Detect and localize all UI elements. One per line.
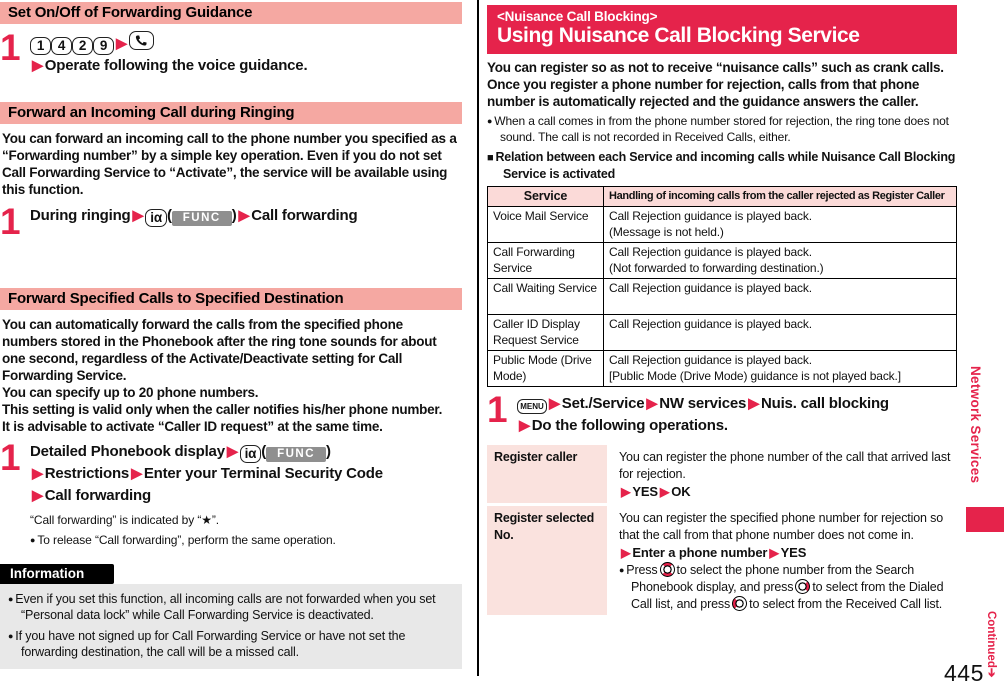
- paragraph: Once you register a phone number for rejection, calls from that phone number is automatically rejected and the guidance answers the caller.: [487, 77, 920, 109]
- sidebar-section-label-network-services: Network Services: [968, 366, 983, 484]
- paragraph: You can automatically forward the calls from the specified phone numbers stored in the Phonebook after the ring tone sounds for about one second, regardless of the Activate/Deactivate setting for Call Forwarding Service.: [2, 317, 437, 383]
- step-text: During ringing: [30, 207, 131, 224]
- note-text: Even if you set this function, all incoming calls are not forwarded when you set “Personal data lock” while Call Forwarding Service is deactivated.: [15, 592, 436, 622]
- bullet-icon: ●: [30, 535, 36, 545]
- table-row: [488, 351, 957, 387]
- key-4: 4: [51, 37, 72, 55]
- step-forward-during-ringing: [0, 201, 462, 242]
- table-row-register-caller: [487, 445, 957, 503]
- operation-label: Register caller: [487, 445, 607, 503]
- key-1: 1: [30, 37, 51, 55]
- step-text: Call forwarding: [251, 207, 358, 224]
- left-key-icon: [732, 596, 747, 611]
- section3-body: [0, 316, 462, 435]
- cell-handling: Call Rejection guidance is played back.: [604, 315, 957, 351]
- arrow-icon: ▶: [769, 546, 779, 560]
- table-row: [488, 315, 957, 351]
- relation-heading: [487, 149, 957, 182]
- square-bullet-icon: ■: [487, 152, 494, 164]
- arrow-icon: ▶: [621, 546, 631, 560]
- sidebar-red-tab: [966, 507, 1004, 532]
- step-number: 1: [0, 27, 19, 68]
- note-text: Press: [626, 563, 658, 577]
- cell-handling: Call Rejection guidance is played back.: [604, 279, 957, 315]
- continued-marker: [984, 611, 998, 678]
- paren: ): [231, 207, 237, 224]
- arrow-icon: ▶: [519, 418, 530, 434]
- arrow-icon: ▶: [226, 444, 238, 460]
- arrow-icon: ▶: [32, 466, 43, 482]
- paren: (: [261, 443, 267, 460]
- paragraph: It is advisable to activate “Caller ID request” at the same time.: [2, 419, 383, 434]
- section2-body: You can forward an incoming call to the phone number you specified as a “Forwarding number” by a simple key operation. Even if you do not set Call Forwarding Service to “Activate”, the service will be available using this function.: [2, 131, 457, 197]
- up-down-key-icon: [660, 562, 675, 577]
- i-alpha-key-icon: iα: [145, 209, 167, 227]
- step-forward-specified: [0, 437, 462, 507]
- paragraph: You can specify up to 20 phone numbers.: [2, 385, 259, 400]
- cell-service: Public Mode (Drive Mode): [488, 351, 604, 387]
- bullet-icon: ●: [487, 116, 493, 126]
- step-text: Enter your Terminal Security Code: [143, 465, 383, 482]
- service-handling-table: [487, 186, 957, 387]
- operation-label: Register selected No.: [487, 506, 607, 615]
- page-title: Using Nuisance Call Blocking Service: [497, 24, 860, 47]
- continued-text: Continued: [985, 611, 997, 668]
- right-column: [487, 5, 957, 618]
- table-row-register-selected-no: [487, 506, 957, 615]
- note-text: If you have not signed up for Call Forwarding Service or have not set the forwarding destination, the call will be a missed call.: [15, 629, 406, 659]
- cell-handling: Call Rejection guidance is played back. (Message is not held.): [604, 207, 957, 243]
- key-9: 9: [93, 37, 114, 55]
- note-text: When a call comes in from the phone number stored for rejection, the ring tone does not sound. The call is not recorded in Received Calls, either.: [494, 114, 949, 144]
- intro-bullet: [487, 113, 957, 145]
- right-key-icon: [795, 579, 810, 594]
- table-row: [488, 207, 957, 243]
- step-instruction: [30, 55, 307, 77]
- table-row: [488, 279, 957, 315]
- feature-tag: <Nuisance Call Blocking>: [497, 9, 658, 24]
- operations-table: [487, 445, 957, 615]
- intro-paragraph: [487, 59, 957, 110]
- bullet-icon: ●: [619, 565, 625, 575]
- action-text: Enter a phone number: [632, 545, 768, 560]
- paren: ): [326, 443, 331, 460]
- arrow-icon: ▶: [131, 466, 142, 482]
- step-text: Do the following operations.: [531, 417, 728, 434]
- note-text: To release “Call forwarding”, perform the same operation.: [37, 533, 336, 547]
- information-bullet: [8, 628, 454, 660]
- description-text: You can register the phone number of the call that arrived last for rejection.: [619, 450, 951, 481]
- step-text: Operate following the voice guidance.: [44, 57, 308, 74]
- operation-description: [607, 506, 957, 615]
- column-header-handling: Handling of incoming calls from the caller rejected as Register Caller: [604, 187, 957, 207]
- step-number: 1: [487, 389, 506, 430]
- paragraph: You can register so as not to receive “nuisance calls” such as crank calls.: [487, 60, 944, 75]
- func-softkey: FUNC: [172, 211, 232, 226]
- arrow-icon: ▶: [659, 485, 670, 499]
- note-text: to select from the Received Call list.: [749, 597, 943, 611]
- step-set-onoff: [0, 27, 462, 77]
- action-sequence: [619, 483, 957, 501]
- bullet-icon: ●: [8, 631, 14, 641]
- note-text: to select the phone number from the Search Phonebook display, and press: [631, 563, 915, 594]
- table-header-row: [488, 187, 957, 207]
- step-text: Nuis. call blocking: [760, 395, 889, 412]
- step-text: Detailed Phonebook display: [30, 443, 225, 460]
- table-row: [488, 243, 957, 279]
- arrow-icon: ▶: [32, 58, 43, 74]
- column-header-service: Service: [488, 187, 604, 207]
- left-column: [0, 2, 462, 669]
- arrow-icon: ▶: [621, 485, 631, 499]
- arrow-icon: ▶: [32, 488, 43, 504]
- description-text: You can register the specified phone number for rejection so that the call from that phone number does not come in.: [619, 511, 944, 542]
- paragraph: This setting is valid only when the caller notifies his/her phone number.: [2, 402, 443, 417]
- key-sequence: [30, 31, 307, 55]
- paren: (: [166, 207, 172, 224]
- step-text: Call forwarding: [44, 487, 151, 504]
- arrow-icon: ▶: [132, 208, 144, 224]
- cell-service: Caller ID Display Request Service: [488, 315, 604, 351]
- information-box: [0, 564, 462, 669]
- step-number: 1: [0, 201, 19, 242]
- section-header-forward-during-ringing: Forward an Incoming Call during Ringing: [0, 102, 462, 124]
- action-text: YES: [632, 484, 658, 499]
- information-bullet: [8, 591, 454, 623]
- cell-handling: Call Rejection guidance is played back. [Public Mode (Drive Mode) guidance is not played back.]: [604, 351, 957, 387]
- arrow-icon: ▶: [238, 208, 250, 224]
- continued-arrow-icon: ➔: [985, 667, 997, 678]
- cell-service: Call Waiting Service: [488, 279, 604, 315]
- action-sequence: [619, 544, 957, 562]
- arrow-icon: ▶: [116, 36, 127, 52]
- page-number: 445: [944, 660, 984, 686]
- page-title-banner: [487, 5, 957, 54]
- i-alpha-key-icon: iα: [240, 445, 262, 463]
- bullet-icon: ●: [8, 594, 14, 604]
- arrow-icon: ▶: [748, 396, 759, 412]
- action-text: OK: [671, 484, 691, 499]
- section-header-set-onoff-forwarding-guidance: Set On/Off of Forwarding Guidance: [0, 2, 462, 24]
- action-text: YES: [780, 545, 807, 560]
- step-bullet-note: [30, 532, 462, 548]
- cell-service: Voice Mail Service: [488, 207, 604, 243]
- operation-description: [607, 445, 957, 503]
- step-text: Set./Service: [561, 395, 645, 412]
- func-softkey: FUNC: [266, 447, 326, 462]
- step-number: 1: [0, 437, 19, 478]
- step-text: Restrictions: [44, 465, 130, 482]
- menu-key-icon: MENU: [517, 399, 547, 414]
- operation-note: [619, 562, 957, 613]
- arrow-icon: ▶: [646, 396, 658, 412]
- information-body: [0, 584, 462, 669]
- step-text: NW services: [659, 395, 747, 412]
- start-call-key-icon: [129, 31, 154, 50]
- step-nuisance-blocking: [487, 389, 957, 437]
- information-title: Information: [0, 564, 114, 584]
- step-note: “Call forwarding” is indicated by “★”.: [30, 513, 220, 527]
- cell-service: Call Forwarding Service: [488, 243, 604, 279]
- arrow-icon: ▶: [549, 396, 560, 412]
- heading-text: Relation between each Service and incoming calls while Nuisance Call Blocking Service is activated: [495, 150, 956, 181]
- section-header-forward-specified-calls: Forward Specified Calls to Specified Destination: [0, 288, 462, 310]
- note-text: to select from the Dialed Call list, and press: [631, 580, 944, 611]
- cell-handling: Call Rejection guidance is played back. (Not forwarded to forwarding destination.): [604, 243, 957, 279]
- column-divider: [477, 0, 479, 676]
- key-2: 2: [72, 37, 93, 55]
